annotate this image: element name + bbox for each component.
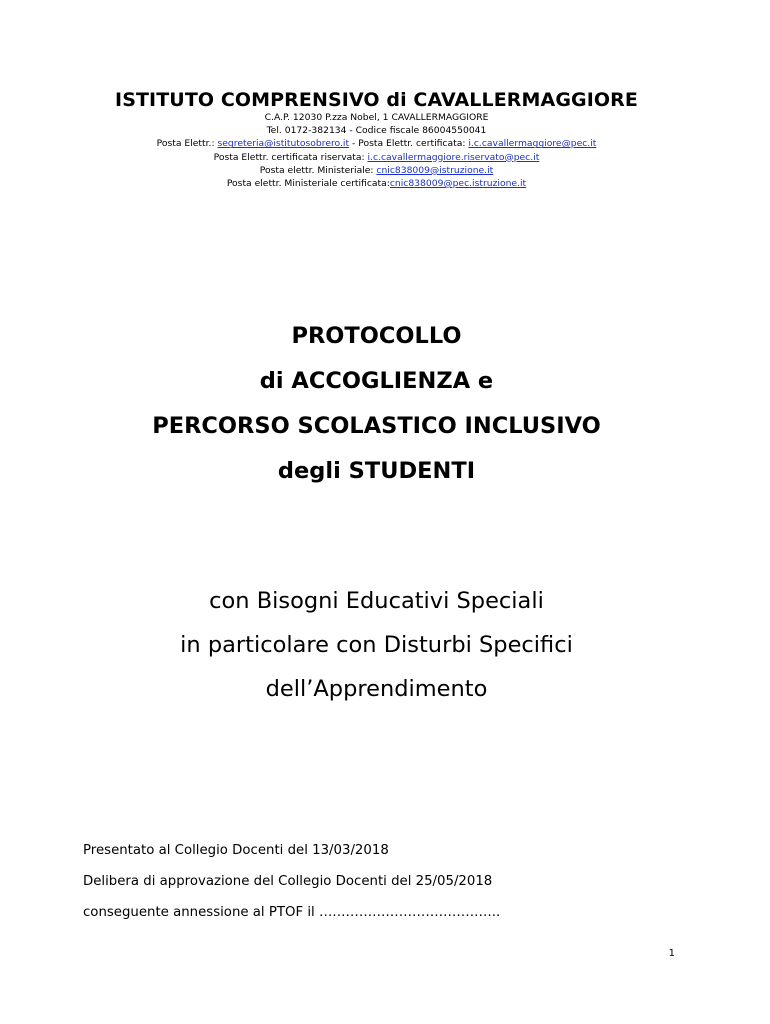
subtitle-line-3: dell’Apprendimento [265, 676, 488, 702]
reserved-pec-line [0, 151, 753, 164]
pec-label: - Posta Elettr. certificata: [349, 138, 469, 150]
email-label: Posta Elettr.: [156, 138, 218, 150]
school-email-line [0, 137, 753, 150]
ministerial-pec-line [0, 177, 753, 190]
title-line-4: degli STUDENTI [277, 458, 476, 484]
reserved-pec-link[interactable]: i.c.cavallermaggiore.riservato@pec.it [367, 151, 540, 163]
subtitle-line-2: in particolare con Disturbi Specifici [180, 632, 573, 658]
document-title [0, 314, 753, 494]
approval-notes [83, 835, 723, 928]
page-number: 1 [668, 948, 675, 959]
title-line-2: di ACCOGLIENZA e [259, 368, 494, 394]
approval-note: Delibera di approvazione del Collegio Docenti del 25/05/2018 [83, 874, 493, 889]
letterhead [0, 89, 753, 190]
email-link[interactable]: segreteria@istitutosobrero.it [217, 138, 350, 150]
document-subtitle [0, 579, 753, 711]
school-name: ISTITUTO COMPRENSIVO di CAVALLERMAGGIORE [115, 89, 638, 111]
ministerial-email-link[interactable]: cnic838009@istruzione.it [376, 164, 494, 176]
title-line-1: PROTOCOLLO [291, 323, 462, 349]
school-phone-line: Tel. 0172-382134 - Codice fiscale 86004550041 [266, 125, 487, 137]
ministerial-email-label: Posta elettr. Ministeriale: [259, 164, 377, 176]
ministerial-pec-link[interactable]: cnic838009@pec.istruzione.it [389, 178, 527, 190]
ministerial-pec-label: Posta elettr. Ministeriale certificata: [226, 178, 390, 190]
pec-email-link[interactable]: i.c.cavallermaggiore@pec.it [468, 138, 597, 150]
annex-note: conseguente annessione al PTOF il ………………………………….. [83, 905, 501, 920]
presented-note: Presentato al Collegio Docenti del 13/03/2018 [83, 843, 389, 858]
title-line-3: PERCORSO SCOLASTICO INCLUSIVO [152, 413, 601, 439]
subtitle-line-1: con Bisogni Educativi Speciali [209, 588, 544, 614]
reserved-pec-label: Posta Elettr. certificata riservata: [213, 151, 368, 163]
school-address: C.A.P. 12030 P.zza Nobel, 1 CAVALLERMAGGIORE [264, 112, 489, 123]
ministerial-email-line [0, 164, 753, 177]
